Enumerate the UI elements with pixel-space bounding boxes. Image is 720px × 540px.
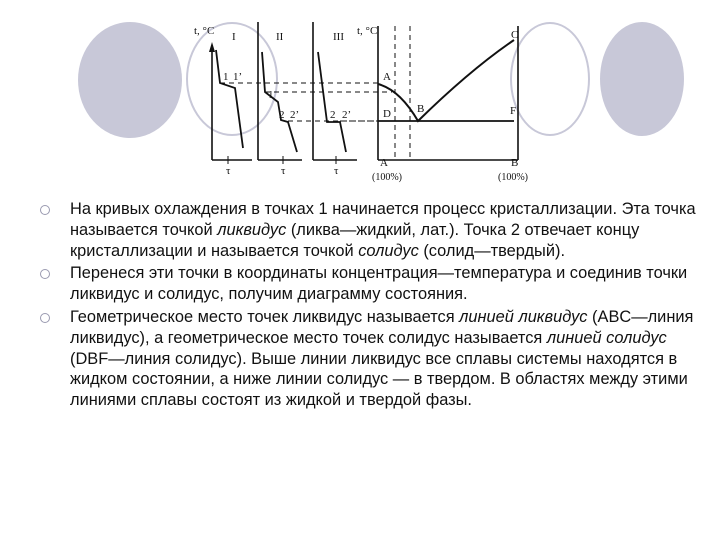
cooling-curves-phase-diagram	[0, 0, 720, 200]
point-label-curve2-2-prime: 2’	[290, 109, 300, 121]
text-run: (ABC—линия ликвидус), а геометрическое место точек солидус называется	[70, 307, 694, 347]
point-label-A: A	[383, 71, 391, 83]
cooling-curve-1-panel	[209, 42, 252, 160]
point-label-C: C	[511, 29, 519, 41]
x-axis-label-A-percent: (100%)	[372, 172, 402, 183]
temperature-axis-label-right: t, °C	[357, 25, 378, 37]
cooling-curve-1	[216, 50, 243, 148]
bullet-item-1	[40, 199, 700, 261]
temperature-axis-label-left: t, °C	[194, 25, 215, 37]
point-label-F: F	[510, 105, 517, 117]
text-run: (ликва—жидкий, лат.). Точка 2 отвечает концу кристаллизации и называется точкой	[70, 220, 640, 260]
time-label-2: τ	[281, 165, 286, 177]
text-run: (солид—твердый).	[418, 241, 565, 260]
x-axis-label-B: B	[511, 157, 519, 169]
point-label-D: D	[383, 108, 391, 120]
bullet-text-2	[70, 264, 687, 303]
curve-label-1: I	[232, 31, 236, 43]
bullet-text-1	[70, 200, 696, 260]
time-label-3: τ	[334, 165, 339, 177]
curve-label-2: II	[276, 31, 284, 43]
point-label-1-prime: 1’	[233, 71, 243, 83]
phase-diagram	[378, 26, 518, 160]
point-label-curve3-2-prime: 2’	[342, 109, 352, 121]
cooling-curve-3	[318, 52, 346, 152]
text-run: Геометрическое место точек ликвидус называется	[70, 307, 460, 326]
liquidus-line	[378, 40, 517, 121]
curve-label-3: III	[333, 31, 344, 43]
italic-term: ликвидус	[217, 220, 287, 239]
bullet-ring-icon	[40, 313, 50, 323]
italic-term: линией солидус	[546, 328, 667, 347]
bullet-ring-icon	[40, 269, 50, 279]
bullet-ring-icon	[40, 205, 50, 215]
point-label-curve2-2: 2	[279, 109, 285, 121]
text-run: Перенеся эти точки в координаты концентрация—температура и соединив точки ликвидус и солидус, получим диаграмму состояния.	[70, 264, 688, 304]
x-axis-label-A: A	[380, 157, 388, 169]
point-label-curve2-1: 1	[268, 89, 274, 101]
italic-term: линией ликвидус	[459, 307, 588, 326]
projection-lines	[220, 26, 410, 158]
time-label-1: τ	[226, 165, 231, 177]
point-label-1: 1	[223, 71, 229, 83]
point-label-curve3-2: 2	[330, 109, 336, 121]
cooling-curve-2	[262, 52, 300, 152]
bullet-text-3	[70, 308, 693, 409]
point-label-B: B	[417, 103, 425, 115]
italic-term: солидус	[358, 241, 419, 260]
bullet-list	[40, 199, 700, 413]
text-run: (DBF—линия солидус). Выше линии ликвидус все сплавы системы находятся в жидком состоянии, а ниже линии солидус — в твердом. В областях между этими линиями сплавы состоят из жидкой и твердой фазы.	[70, 349, 688, 410]
text-run: На кривых охлаждения в точках 1 начинается процесс кристаллизации. Эта точка называется точкой	[70, 200, 696, 239]
bullet-item-3	[40, 307, 700, 411]
x-axis-label-B-percent: (100%)	[498, 172, 528, 183]
bullet-item-2	[40, 263, 700, 305]
